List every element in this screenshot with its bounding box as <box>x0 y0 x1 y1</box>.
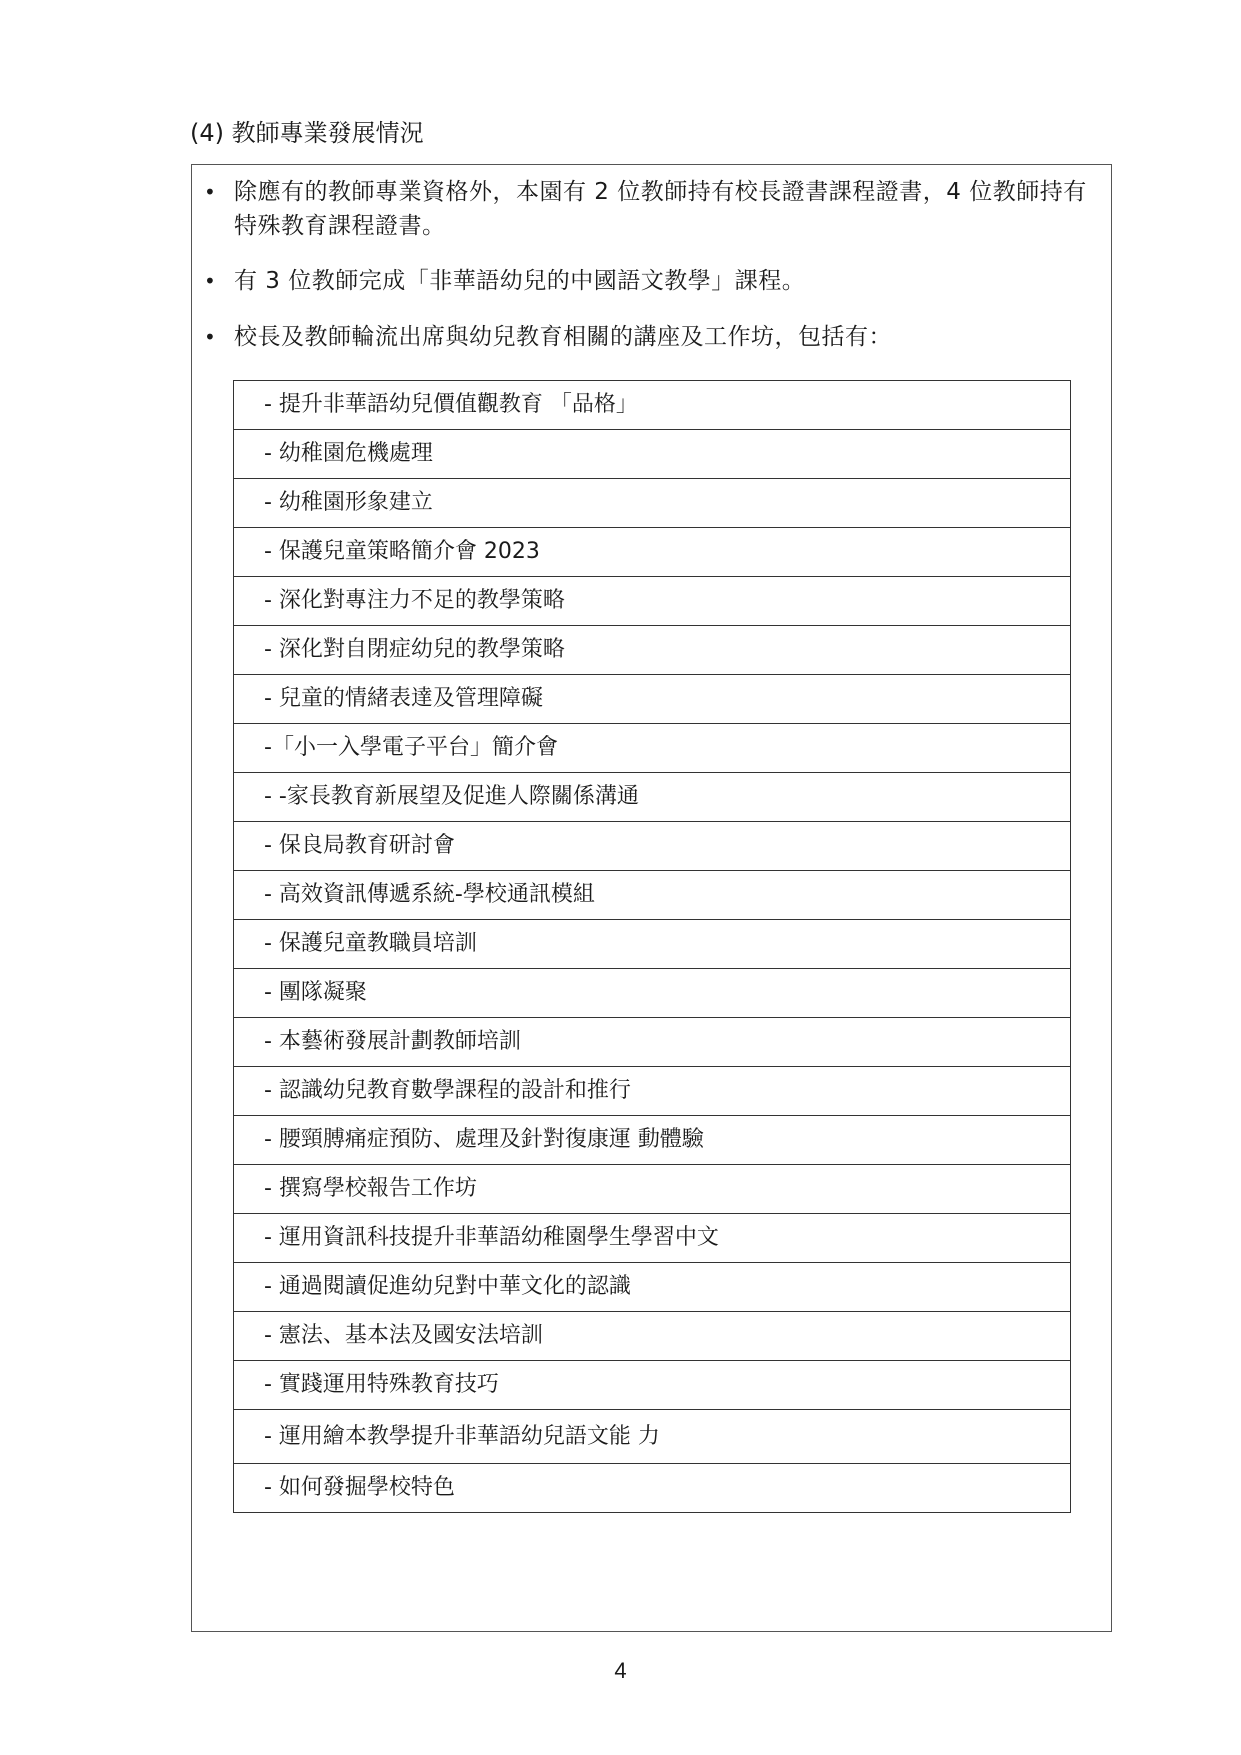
table-row <box>234 1410 1071 1464</box>
page-number: 4 <box>614 1658 627 1683</box>
workshop-item: - 本藝術發展計劃教師培訓 <box>234 1018 1071 1067</box>
bullet-icon: • <box>204 325 217 349</box>
table-row <box>234 724 1071 773</box>
workshop-table <box>233 380 1071 1513</box>
workshop-item: - 團隊凝聚 <box>234 969 1071 1018</box>
workshop-item: - 保良局教育研討會 <box>234 822 1071 871</box>
table-row <box>234 1214 1071 1263</box>
table-row <box>234 1067 1071 1116</box>
workshop-item: - 幼稚園形象建立 <box>234 479 1071 528</box>
table-row <box>234 1312 1071 1361</box>
workshop-item: - -家長教育新展望及促進人際關係溝通 <box>234 773 1071 822</box>
bullet-item-certificates <box>204 175 1099 243</box>
table-row <box>234 577 1071 626</box>
workshop-item: - 運用資訊科技提升非華語幼稚園學生學習中文 <box>234 1214 1071 1263</box>
content-box <box>191 164 1112 1632</box>
workshop-item: - 提升非華語幼兒價值觀教育 「品格」 <box>234 381 1071 430</box>
bullet-item-workshops <box>204 320 1099 354</box>
table-row <box>234 1165 1071 1214</box>
table-row <box>234 381 1071 430</box>
workshop-item: - 幼稚園危機處理 <box>234 430 1071 479</box>
workshop-item: - 憲法、基本法及國安法培訓 <box>234 1312 1071 1361</box>
workshop-item: - 深化對自閉症幼兒的教學策略 <box>234 626 1071 675</box>
table-row <box>234 871 1071 920</box>
table-row <box>234 1018 1071 1067</box>
workshop-item: - 保護兒童策略簡介會 2023 <box>234 528 1071 577</box>
table-row <box>234 1263 1071 1312</box>
workshop-item: -「小一入學電子平台」簡介會 <box>234 724 1071 773</box>
bullet-icon: • <box>204 269 217 293</box>
workshop-item: - 撰寫學校報告工作坊 <box>234 1165 1071 1214</box>
table-row <box>234 1464 1071 1513</box>
bullet-text: 除應有的教師專業資格外，本園有 2 位教師持有校長證書課程證書，4 位教師持有特殊教育課程證書。 <box>234 179 1087 239</box>
workshop-item: - 高效資訊傳遞系統-學校通訊模組 <box>234 871 1071 920</box>
workshop-item: - 保護兒童教職員培訓 <box>234 920 1071 969</box>
table-row <box>234 969 1071 1018</box>
workshop-item: - 兒童的情緒表達及管理障礙 <box>234 675 1071 724</box>
bullet-item-chinese-course <box>204 264 1099 298</box>
table-row <box>234 920 1071 969</box>
workshop-item: - 深化對專注力不足的教學策略 <box>234 577 1071 626</box>
table-row <box>234 675 1071 724</box>
table-row <box>234 528 1071 577</box>
table-row <box>234 773 1071 822</box>
bullet-text: 有 3 位教師完成「非華語幼兒的中國語文教學」課程。 <box>234 268 806 294</box>
bullet-text: 校長及教師輪流出席與幼兒教育相關的講座及工作坊，包括有： <box>234 324 892 350</box>
table-row <box>234 479 1071 528</box>
table-row <box>234 1361 1071 1410</box>
table-row <box>234 822 1071 871</box>
section-heading: (4) 教師專業發展情況 <box>190 119 424 147</box>
workshop-item: - 認識幼兒教育數學課程的設計和推行 <box>234 1067 1071 1116</box>
workshop-item: - 如何發掘學校特色 <box>234 1464 1071 1513</box>
workshop-item: - 通過閱讀促進幼兒對中華文化的認識 <box>234 1263 1071 1312</box>
bullet-icon: • <box>204 180 217 204</box>
table-row <box>234 626 1071 675</box>
workshop-item: - 實踐運用特殊教育技巧 <box>234 1361 1071 1410</box>
table-row <box>234 1116 1071 1165</box>
workshop-item: - 腰頸膊痛症預防、處理及針對復康運 動體驗 <box>234 1116 1071 1165</box>
workshop-item: - 運用繪本教學提升非華語幼兒語文能 力 <box>234 1410 1071 1464</box>
table-row <box>234 430 1071 479</box>
